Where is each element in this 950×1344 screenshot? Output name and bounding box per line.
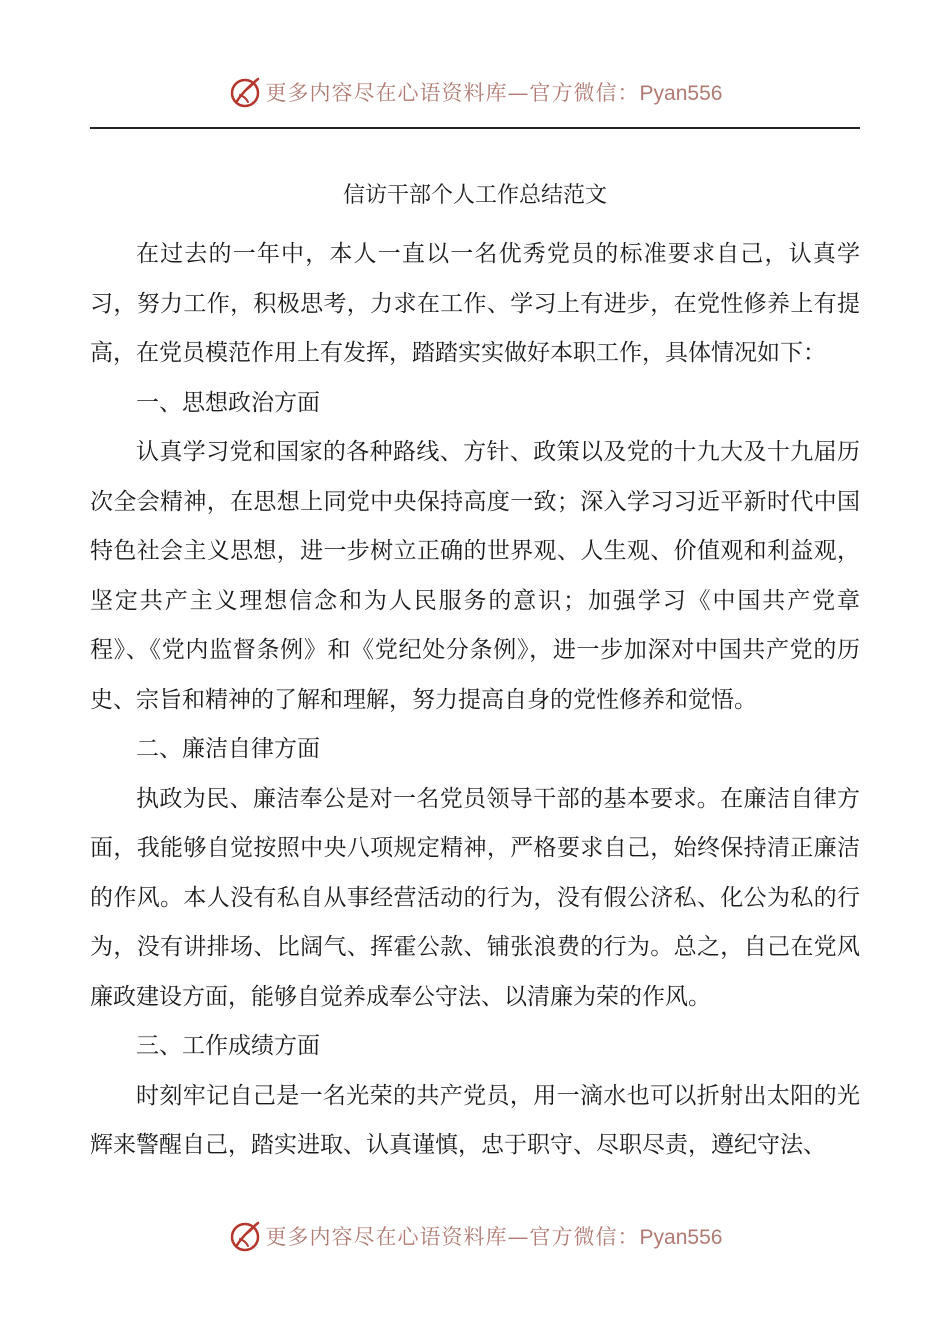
section-heading-2: 二、廉洁自律方面	[136, 736, 320, 762]
footer-banner-code: Pyan556	[639, 1226, 723, 1249]
header-banner-code: Pyan556	[639, 82, 723, 105]
section-heading-3: 三、工作成绩方面	[136, 1033, 320, 1059]
paragraph-section-3: 时刻牢记自己是一名光荣的共产党员，用一滴水也可以折射出太阳的光辉来警醒自己，踏实进取、认真谨慎，忠于职守、尽职尽责，遵纪守法、	[90, 1082, 860, 1158]
footer-banner	[0, 1214, 950, 1258]
header-divider	[90, 127, 860, 129]
paragraph-section-1: 认真学习党和国家的各种路线、方针、政策以及党的十九大及十九届历次全会精神，在思想上同党中央保持高度一致；深入学习习近平新时代中国特色社会主义思想，进一步树立正确的世界观、人生观、价值观和利益观，坚定共产主义理想信念和为人民服务的意识；加强学习《中国共产党章程》、《党内监督条例》和《党纪处分条例》，进一步加深对中国共产党的历史、宗旨和精神的了解和理解，努力提高自身的党性修养和觉悟。	[90, 439, 860, 713]
document-body	[90, 230, 860, 1171]
paragraph-section-2: 执政为民、廉洁奉公是对一名党员领导干部的基本要求。在廉洁自律方面，我能够自觉按照中央八项规定精神，严格要求自己，始终保持清正廉洁的作风。本人没有私自从事经营活动的行为，没有假公济私、化公为私的行为，没有讲排场、比阔气、挥霍公款、铺张浪费的行为。总之，自己在党风廉政建设方面，能够自觉养成奉公守法、以清廉为荣的作风。	[90, 785, 860, 1010]
footer-banner-text: 更多内容尽在心语资料库—官方微信：Pyan556	[265, 1225, 723, 1249]
header-banner-text: 更多内容尽在心语资料库—官方微信：Pyan556	[265, 81, 723, 105]
document-title: 信访干部个人工作总结范文	[342, 183, 607, 208]
quill-logo-icon	[228, 1219, 262, 1253]
header-banner	[0, 70, 950, 114]
section-heading-1: 一、思想政治方面	[136, 389, 320, 416]
quill-logo-icon	[228, 75, 262, 109]
paragraph-intro: 在过去的一年中，本人一直以一名优秀党员的标准要求自己，认真学习，努力工作，积极思考，力求在工作、学习上有进步，在党性修养上有提高，在党员模范作用上有发挥，踏踏实实做好本职工作，具体情况如下：	[90, 241, 860, 366]
